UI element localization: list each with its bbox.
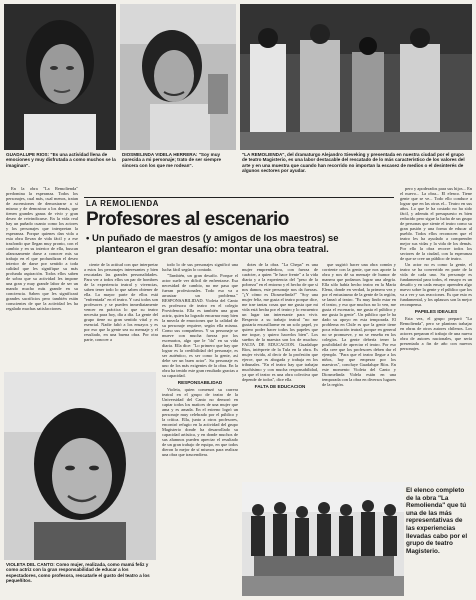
column-4	[242, 262, 318, 480]
column-2-text: ciente de la actitud con que interpretar a estos los personajes interesantes y bien rescatadas las grandes personalidades. Para ver a todos ellos un par de hombres de la experiencia teatral y vivencias, saben tener todo lo que saben obtener de ella. La mayor parte de ellos está "enfrentada" en el teatro. Y casi todos son profesores y se pueden inmediatamente vencer en práctica lo que su teatro necesita para hoy, día a día. La gente del grupo tiene su gran sentido vital y es esencial. Nadie faltó a los ensayos y es por eso que la gente sea su mensaje y el resultado, en una buena obra. Por otra parte, conocer a	[84, 262, 158, 342]
column-1	[6, 186, 78, 366]
caption-diosmelinda: DIOSMELINDA VIDELA HERRERA: "Soy muy parecida a mi personaje; trato de ser siempre sincera con los que me rodean".	[122, 152, 222, 168]
column-5-text: que sugirió hacer una obra común y corriente con la gente, que nos aporte la obra y nos dé su mensaje de humor de manera que podamos lograr una alegría. Ella sólo había hecho teatro en la María Elena, donde en verdad, la primera vez y por el entusiasmo de la gente de la región, se lanzó al teatro. "Es muy lindo estar en el teatro, y eso que muchos no lo ven, me gusta el escenario, me gusta el público y me gusta la gente". Un público que le ha dado su apoyo en esta temporada. El problema en Chile es que la gente tiene poca educación teatral, porque en general no se promueve, y no se enseña en los colegios. La gente debería tener la posibilidad de apreciar el teatro. Por eso ella cree que los profesores deben dar el ejemplo. "Para que el teatro llegue a los niños, hay que empezar por los maestros", concluye Guadalupe Ríos. En este momento Violeta del Canto y Diosmelinda Videla están en una temporada con la obra en diversos lugares de la región.	[322, 262, 396, 387]
section-head-falta: FALTA DE EDUCACION	[254, 384, 306, 389]
column-3-text-2: "También, un gran desafío. Porque el actor suele ver difícil de enfrentarse. Esa necesidad de cambio, no me pasa que fueran profesionales. Todo eso va a arrastrar un problema." RESPONSABILIDAD. Violeta del Canto es profesora de teatro en el colegio Providencia. Ella es también una gran actriz, quien ha logrado encarnar muy bien la mezcla de emociones que la calidad de su personaje requiere, según ella misma. Como sus compañeros. Y su personaje se mueve con mucha fuerza por los escenarios, algo que le "da" en su vida diaria. Ella dice: "Lo primero que hay que lograr es la credibilidad del personaje, es ser auténtico, es ser como la gente, así debe ser un buen actor". Su personaje es uno de los más exigentes de la obra. En la obra ha tenido este gran resultado gracias a su capacidad.	[162, 273, 238, 378]
photo-diosmelinda	[120, 4, 236, 150]
section-head-papeles: PAPELES IDEALES	[414, 309, 458, 314]
photo-violeta	[4, 372, 156, 560]
article-subhead-2: plantearon el gran desafío: montar una obra teatral.	[96, 244, 329, 255]
section-head-responsabilidad: RESPONSABILIDAD	[177, 380, 223, 385]
column-6-text: pero y apoderados para sus hijos... En el nuevo... La obra... El elenco. Tiene gente que se ve... Todo ello conduce a lograr que en las otras el... Teatro en sus años. Lo que le ha costado no ha sido fácil, y además el presupuesto es bien reducido pero sigue la lucha de un grupo de personas que siente el teatro como su gran pasión y una forma de educar al pueblo. Todos ellos reconocen que el teatro les ha ayudado a comprender mejor sus vidas y la vida de los demás. Por ello la obra recorre todos los sectores de la ciudad, con la esperanza de que se cree un público de teatro.	[400, 186, 472, 261]
column-6	[400, 186, 472, 482]
column-6-text-2: Un actor no es como la gente, el teatro se ha convertido en parte de la vida de cada uno. Su personaje es fundamental para todos, el ensayo es un desafío y en cada ensayo aprenden algo nuevo sobre la gente y el público que los va a ver y sus reacciones. Es que esto es fundamental, y los aplausos son la mejor recompensa.	[400, 262, 472, 307]
caption-elenco: El elenco completo de la obra "La Remolienda" que tú una de las más representativas de las experiencias llevadas cabo por el grupo de teatro Magisterio.	[404, 486, 474, 596]
column-3-text: todo lo de sus personajes significó una lucha fácil según lo contado.	[162, 262, 238, 272]
caption-guadalupe: GUADALUPE RIOS: "Es una actividad llena de emociones y muy disfrutada a como muchos se la imaginan".	[6, 152, 116, 168]
photo-guadalupe	[4, 4, 116, 150]
column-1-text: En la obra "La Remolienda" predomina la esperanza. Todos los personajes, cual más, cual menos, tratan de ascensiones de demostrarse a si mismo y de demostrar a los demás, que tienen grandes ganas de vivir y gran deseo de reivindicarse. En la vida real hay un puñado cuanto como los actores y los personajes que interpretan la esperanza. Porque quienes dan vida a esta obra llevan de vida fácil y a ese trasfondo que llegan muy pronto, con el cambio y en su interior de ella, buscan afanosamente darse a conocer mis su trabajo en el que profundizan el deseo interior de darse por sentido a toda calidad que les signifique su más profunda aspiración. Todos ellos saben de sobra que su actividad les impone una gran y muy grande labor de ser un mando mucho más grande en su conciencia. Saben que les significará grandes sacrificios pero también están conscientes de que la actividad les ha regalado muchas satisfacciones.	[6, 186, 78, 311]
column-3	[162, 262, 238, 594]
caption-violeta: VIOLETA DEL CANTO: Como mujer, realizada, como mamá feliz y como actriz con la gran responsabilidad de educar a los espectadores, como profesora, rescatarle el gusto del teatro a los pequeñitos.	[6, 562, 150, 584]
article-subhead-1: • Un puñado de maestros (y amigos de los maestros) se	[86, 233, 339, 244]
article-kicker: LA REMOLIENDA	[86, 199, 159, 208]
photo-remolienda-stage	[240, 4, 472, 150]
column-2	[84, 262, 158, 370]
caption-remolienda: "LA REMOLIENDA", del dramaturgo Alejandro Sieveking y presentada en nuestra ciudad por el grupo de teatro Magisterio, es una labor destacable del rescatado de lo más característico de los valores del arte y en una muestra que cuando han recorrido no importan la escasez de medios o el desinterés de algunos sectores por ayudar.	[242, 152, 465, 174]
column-5	[322, 262, 396, 480]
column-3-text-3: Violeta, quien comenzó su carrera teatral en el grupo de teatro de la Universidad del Canto no demoró en captar todos los matices de una mujer que ama y es amada. En el estreno logró un personaje muy celebrado por el público y la crítica. Ella, junto a otros profesores, encontró refugio en la actividad del grupo Magisterio donde ha desarrollado su capacidad artística, y en donde muchos de sus alumnos pueden apreciar el resultado de un gran trabajo de equipo, en que todos dieron lo mejor de sí mismos para realizar una obra que trascendiera.	[162, 387, 238, 457]
header-rule	[84, 197, 394, 198]
column-6-text-3: Esta vez, el grupo preparó "La Remolienda", pero se plantean trabajar en obras de otros autores chilenos. Los actores preparan el trabajo de una nueva obra de autores nacionales, que sería presentada a fin de año con nuevos personajes.	[400, 316, 472, 351]
article-headline: Profesores al escenario	[86, 209, 289, 230]
column-4-text: dotes de la obra. "La Chepa" es una mujer emprendedora, con fuerza de carácter, a quien "le hace frente" a la vida diaria y a la experiencia del "peso de la pobreza" en el entorno y el hecho de que sí nos damos, este personaje nos da fuerzas. "¿Y cómo es Diosmelinda?" "Soy una mujer feliz, me gusta el teatro porque dice, me trae tantas cosas que me gusta que mi vida está hecha por el teatro y lo encuentro un lugar tan interesante para vivir. Respecto a su trabajo teatral "no me gustaría encasillarme en un solo papel, yo quiero poder hacer todos los papeles que me toque, y quiero hacerlos bien". Los sueños de la maestra son los de muchos: FALTA DE EDUCACION. Guadalupe Ríos, intérprete de la Tula en la obra. Es mujer vivida, al decir de la profesión que ejerce, que es abogada y trabaja en los tribunales. "En el teatro hay que trabajar muchísimo y con mucha responsabilidad, ya que el teatro es una obra colectiva que depende de todos", dice ella.	[242, 262, 318, 382]
